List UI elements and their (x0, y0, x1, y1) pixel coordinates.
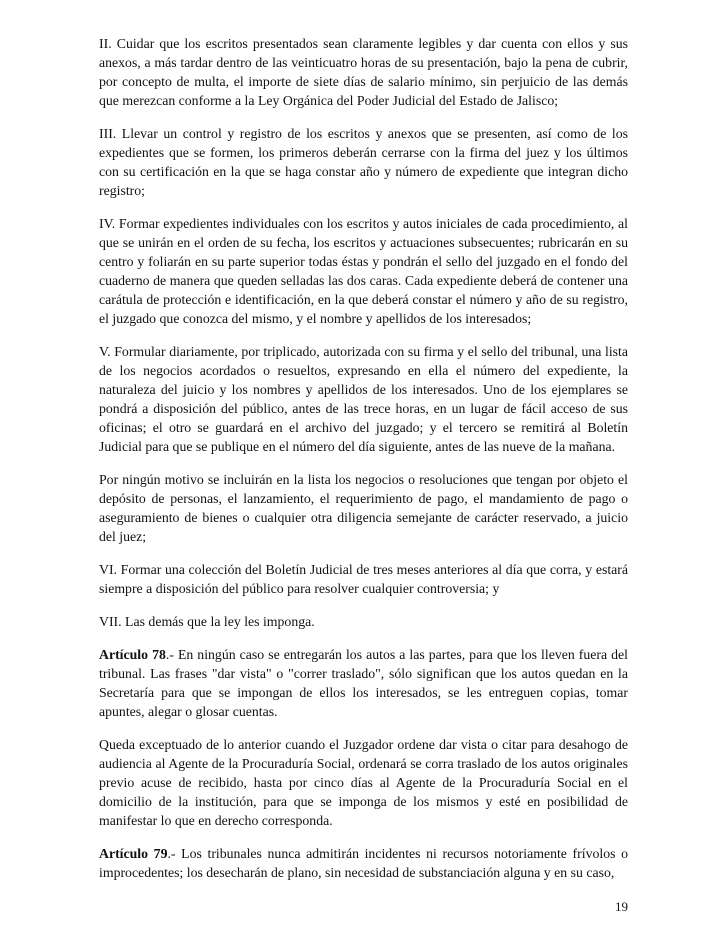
paragraph-exclusions (99, 470, 628, 546)
paragraph-fraction-v (99, 342, 628, 456)
paragraph-text: IV. Formar expedientes individuales con los escritos y autos iniciales de cada procedimiento, al que se unirán en el orden de su fecha, los escritos y actuaciones subsecuentes; rubricarán en su centro y foliarán en su parte superior todas éstas y pondrán el sello del juzgado en el fondo del cuaderno de manera que queden selladas las dos caras. Cada expediente deberá de contener una carátula de protección e identificación, en la que deberá constar el número y año de su registro, el juzgado que conozca del mismo, y el nombre y apellidos de los interesados; (99, 216, 628, 326)
paragraph-fraction-iii (99, 124, 628, 200)
paragraph-fraction-vii (99, 612, 628, 631)
paragraph-article-79 (99, 844, 628, 882)
paragraph-text: V. Formular diariamente, por triplicado, autorizada con su firma y el sello del tribunal, una lista de los negocios acordados o resueltos, expresando en ella el número del expediente, la naturaleza del juicio y los nombres y apellidos de los interesados. Uno de los ejemplares se pondrá a disposición del público, antes de las trece horas, en un lugar de fácil acceso de sus oficinas; el otro se guardará en el archivo del juzgado; y el tercero se remitirá al Boletín Judicial para que se publique en el número del día siguiente, antes de las nueve de la mañana. (99, 344, 628, 454)
paragraph-text: .- Los tribunales nunca admitirán incidentes ni recursos notoriamente frívolos o improcedentes; los desecharán de plano, sin necesidad de substanciación alguna y en su caso, (99, 846, 629, 880)
paragraph-fraction-ii (99, 34, 628, 110)
paragraph-text: Queda exceptuado de lo anterior cuando el Juzgador ordene dar vista o citar para desahogo de audiencia al Agente de la Procuraduría Social, ordenará se corra traslado de los autos originales previo acuse de recibido, hasta por cinco días al Agente de la Procuraduría Social en el domicilio de la institución, para que se imponga de los mismos y esté en posibilidad de manifestar lo que en derecho corresponda. (99, 737, 628, 828)
paragraph-text: Por ningún motivo se incluirán en la lista los negocios o resoluciones que tengan por objeto el depósito de personas, el lanzamiento, el requerimiento de pago, el mandamiento de pago o aseguramiento de bienes o cualquier otra diligencia semejante de carácter reservado, a juicio del juez; (99, 472, 628, 544)
page-number: 19 (615, 899, 628, 914)
paragraph-text: III. Llevar un control y registro de los escritos y anexos que se presenten, así como de los expedientes que se formen, los primeros deberán cerrarse con la firma del juez y los últimos con su certificación en la que se haga constar año y número de expediente que integran dicho registro; (99, 126, 628, 198)
article-heading: Artículo 79 (99, 846, 168, 861)
paragraph-exception (99, 735, 628, 830)
paragraph-text: .- En ningún caso se entregarán los autos a las partes, para que los lleven fuera del tribunal. Las frases "dar vista" o "correr traslado", sólo significan que los autos quedan en la Secretaría para que se impongan de ellos los interesados, se les entreguen copias, tomar apuntes, alegar o glosar cuentas. (99, 647, 628, 719)
paragraph-fraction-iv (99, 214, 628, 328)
document-body (99, 34, 628, 896)
paragraph-text: II. Cuidar que los escritos presentados sean claramente legibles y dar cuenta con ellos y sus anexos, a más tardar dentro de las veinticuatro horas de su presentación, bajo la pena de cubrir, por concepto de multa, el importe de siete días de salario mínimo, sin perjuicio de las demás que merezcan conforme a la Ley Orgánica del Poder Judicial del Estado de Jalisco; (99, 36, 628, 108)
paragraph-article-78 (99, 645, 628, 721)
paragraph-text: VII. Las demás que la ley les imponga. (99, 614, 315, 629)
paragraph-fraction-vi (99, 560, 628, 598)
article-heading: Artículo 78 (99, 647, 166, 662)
paragraph-text: VI. Formar una colección del Boletín Judicial de tres meses anteriores al día que corra, y estará siempre a disposición del público para resolver cualquier controversia; y (99, 562, 628, 596)
